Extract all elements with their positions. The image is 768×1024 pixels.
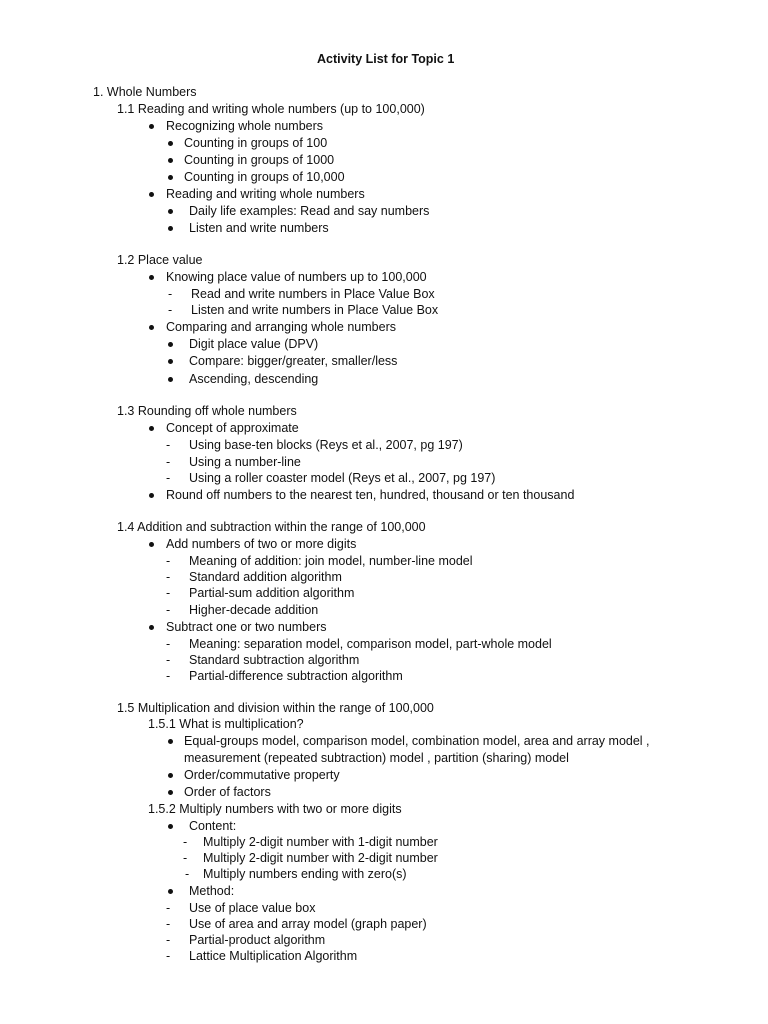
- list-item: Standard subtraction algorithm: [189, 653, 360, 667]
- bullet-dash-icon: -: [166, 949, 171, 963]
- list-item: Order/commutative property: [184, 768, 340, 782]
- list-item: Daily life examples: Read and say numbers: [189, 204, 430, 218]
- bullet-dot-icon: [168, 790, 173, 795]
- bullet-dash-icon: -: [166, 603, 171, 617]
- bullet-dash-icon: -: [166, 669, 171, 683]
- bullet-dot-icon: [149, 426, 154, 431]
- bullet-dot-icon: [168, 209, 173, 214]
- bullet-dash-icon: -: [183, 835, 188, 849]
- list-item: Partial-sum addition algorithm: [189, 586, 355, 600]
- list-item: Listen and write numbers in Place Value Box: [191, 303, 439, 317]
- list-item: Reading and writing whole numbers: [166, 187, 365, 201]
- list-item: 1.5.2 Multiply numbers with two or more digits: [148, 802, 402, 816]
- list-item: Multiply 2-digit number with 1-digit number: [203, 835, 438, 849]
- bullet-dash-icon: -: [166, 917, 171, 931]
- list-item: Concept of approximate: [166, 421, 299, 435]
- list-item: Order of factors: [184, 785, 271, 799]
- list-item: Counting in groups of 10,000: [184, 170, 345, 184]
- bullet-dash-icon: -: [168, 303, 173, 317]
- list-item: Partial-difference subtraction algorithm: [189, 669, 403, 683]
- list-item: Using base-ten blocks (Reys et al., 2007, pg 197): [189, 438, 463, 452]
- bullet-dot-icon: [168, 739, 173, 744]
- document-title: Activity List for Topic 1: [317, 52, 455, 66]
- bullet-dash-icon: -: [166, 438, 171, 452]
- bullet-dash-icon: -: [166, 586, 171, 600]
- list-item: Knowing place value of numbers up to 100,000: [166, 270, 427, 284]
- list-item: Add numbers of two or more digits: [166, 537, 357, 551]
- list-item: Use of place value box: [189, 901, 316, 915]
- list-item: Using a roller coaster model (Reys et al., 2007, pg 197): [189, 471, 496, 485]
- list-item: Subtract one or two numbers: [166, 620, 327, 634]
- bullet-dot-icon: [149, 542, 154, 547]
- bullet-dot-icon: [168, 158, 173, 163]
- bullet-dash-icon: -: [166, 554, 171, 568]
- list-item: Multiply numbers ending with zero(s): [203, 867, 407, 881]
- bullet-dash-icon: -: [166, 653, 171, 667]
- bullet-dot-icon: [168, 359, 173, 364]
- list-item: Listen and write numbers: [189, 221, 329, 235]
- bullet-dot-icon: [149, 325, 154, 330]
- list-item: Counting in groups of 1000: [184, 153, 335, 167]
- list-item: Partial-product algorithm: [189, 933, 326, 947]
- bullet-dash-icon: -: [166, 933, 171, 947]
- bullet-dot-icon: [149, 275, 154, 280]
- list-item: 1.5 Multiplication and division within the range of 100,000: [117, 701, 434, 715]
- list-item: Use of area and array model (graph paper): [189, 917, 427, 931]
- list-item: 1.3 Rounding off whole numbers: [117, 404, 297, 418]
- bullet-dot-icon: [168, 773, 173, 778]
- bullet-dot-icon: [168, 342, 173, 347]
- list-item: Recognizing whole numbers: [166, 119, 324, 133]
- bullet-dot-icon: [149, 192, 154, 197]
- list-item: Using a number-line: [189, 455, 301, 469]
- list-item: measurement (repeated subtraction) model , partition (sharing) model: [184, 751, 569, 765]
- bullet-dot-icon: [168, 226, 173, 231]
- list-item: 1.1 Reading and writing whole numbers (up to 100,000): [117, 102, 425, 116]
- list-item: Content:: [189, 819, 237, 833]
- list-item: Comparing and arranging whole numbers: [166, 320, 396, 334]
- list-item: Read and write numbers in Place Value Box: [191, 287, 435, 301]
- list-item: 1.2 Place value: [117, 253, 203, 267]
- list-item: Compare: bigger/greater, smaller/less: [189, 354, 398, 368]
- bullet-dash-icon: -: [166, 901, 171, 915]
- list-item: Ascending, descending: [189, 372, 319, 386]
- list-item: 1.5.1 What is multiplication?: [148, 717, 304, 731]
- bullet-dot-icon: [168, 175, 173, 180]
- list-item: 1. Whole Numbers: [93, 85, 197, 99]
- bullet-dash-icon: -: [168, 287, 173, 301]
- bullet-dot-icon: [168, 889, 173, 894]
- list-item: Digit place value (DPV): [189, 337, 319, 351]
- list-item: Round off numbers to the nearest ten, hundred, thousand or ten thousand: [166, 488, 575, 502]
- bullet-dot-icon: [168, 377, 173, 382]
- bullet-dot-icon: [149, 625, 154, 630]
- bullet-dash-icon: -: [185, 867, 190, 881]
- list-item: Meaning: separation model, comparison model, part-whole model: [189, 637, 552, 651]
- list-item: Method:: [189, 884, 235, 898]
- bullet-dot-icon: [149, 493, 154, 498]
- bullet-dot-icon: [149, 124, 154, 129]
- bullet-dash-icon: -: [166, 637, 171, 651]
- list-item: Standard addition algorithm: [189, 570, 342, 584]
- list-item: Lattice Multiplication Algorithm: [189, 949, 358, 963]
- list-item: Equal-groups model, comparison model, combination model, area and array model ,: [184, 734, 650, 748]
- list-item: Meaning of addition: join model, number-line model: [189, 554, 473, 568]
- bullet-dash-icon: -: [166, 455, 171, 469]
- list-item: Higher-decade addition: [189, 603, 319, 617]
- bullet-dot-icon: [168, 824, 173, 829]
- list-item: Multiply 2-digit number with 2-digit number: [203, 851, 438, 865]
- list-item: Counting in groups of 100: [184, 136, 328, 150]
- bullet-dot-icon: [168, 141, 173, 146]
- list-item: 1.4 Addition and subtraction within the range of 100,000: [117, 520, 426, 534]
- bullet-dash-icon: -: [166, 471, 171, 485]
- bullet-dash-icon: -: [166, 570, 171, 584]
- bullet-dash-icon: -: [183, 851, 188, 865]
